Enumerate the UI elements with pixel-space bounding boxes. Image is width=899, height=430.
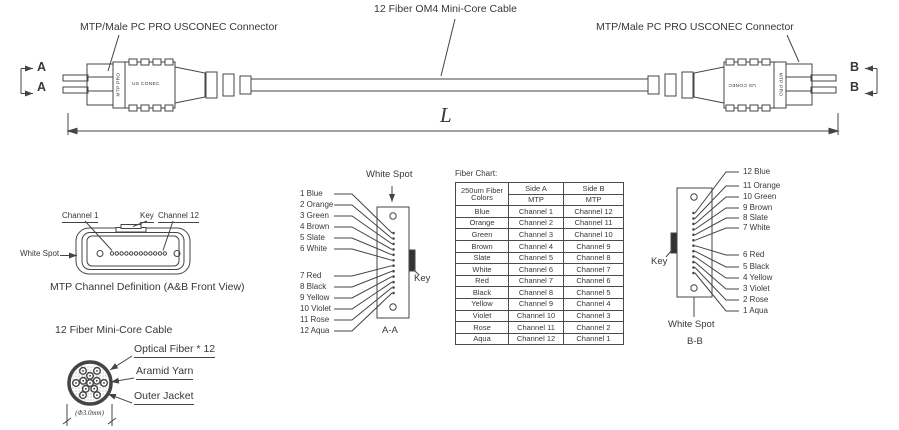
aa-fiber-label: 11 Rose	[300, 315, 330, 324]
bb-white-spot-label: White Spot	[668, 319, 715, 330]
table-row	[456, 240, 624, 252]
bb-fiber-label: 3 Violet	[743, 284, 770, 293]
cell-side-a: Channel 6	[509, 264, 564, 276]
bb-fiber-label: 2 Rose	[743, 295, 769, 304]
aa-fiber-label: 2 Orange	[300, 200, 334, 209]
aa-fiber-label: 7 Red	[300, 271, 322, 280]
header-side-b-mtp: MTP	[564, 194, 624, 206]
header-colors: 250um Fiber Colors	[456, 183, 509, 206]
bb-key-label: Key	[651, 256, 668, 267]
cell-side-a: Channel 11	[509, 322, 564, 334]
bb-fiber-label: 10 Green	[743, 192, 777, 201]
cell-color: Red	[456, 275, 509, 287]
fiber-chart-table	[455, 182, 624, 345]
aa-fiber-label: 6 White	[300, 244, 328, 253]
table-row	[456, 298, 624, 310]
cell-side-b: Channel 5	[564, 287, 624, 299]
aa-fiber-label: 9 Yellow	[300, 293, 330, 302]
table-row	[456, 229, 624, 241]
right-connector-label: MTP/Male PC PRO USCONEC Connector	[596, 21, 794, 33]
front-view-drawing	[60, 221, 190, 274]
aa-fiber-label: 10 Violet	[300, 304, 331, 313]
cable-label: 12 Fiber OM4 Mini-Core Cable	[374, 3, 517, 15]
cell-color: Yellow	[456, 298, 509, 310]
bb-fiber-label: 7 White	[743, 223, 771, 232]
table-row	[456, 275, 624, 287]
cell-color: Aqua	[456, 333, 509, 345]
bb-fiber-label: 8 Slate	[743, 213, 768, 222]
table-header-row	[456, 183, 624, 195]
aa-caption: A-A	[382, 325, 398, 336]
aa-key-label: Key	[414, 273, 431, 284]
cell-side-a: Channel 2	[509, 217, 564, 229]
right-connector-brand-text: US CONEC	[728, 82, 756, 87]
cable-label-leader	[441, 19, 455, 76]
table-row	[456, 333, 624, 345]
cell-side-b: Channel 7	[564, 264, 624, 276]
cell-side-a: Channel 7	[509, 275, 564, 287]
front-channel1-label: Channel 1	[62, 212, 98, 223]
table-row	[456, 206, 624, 218]
diameter-label: (Φ3.0mm)	[75, 409, 104, 417]
cell-side-b: Channel 10	[564, 229, 624, 241]
cell-color: Slate	[456, 252, 509, 264]
cell-side-b: Channel 11	[564, 217, 624, 229]
aa-white-spot-label: White Spot	[366, 169, 413, 180]
cell-side-b: Channel 9	[564, 240, 624, 252]
bb-caption: B-B	[687, 336, 703, 347]
cell-side-b: Channel 1	[564, 333, 624, 345]
section-b-letter-top: B	[850, 60, 860, 74]
optical-fiber-label: Optical Fiber * 12	[134, 344, 215, 358]
bb-view-drawing	[666, 172, 739, 317]
cell-color: White	[456, 264, 509, 276]
cell-side-b: Channel 6	[564, 275, 624, 287]
aramid-yarn-label: Aramid Yarn	[136, 366, 193, 380]
header-side-a: Side A	[509, 183, 564, 195]
cell-color: Violet	[456, 310, 509, 322]
bb-fiber-label: 9 Brown	[743, 203, 773, 212]
table-row	[456, 252, 624, 264]
cell-side-b: Channel 8	[564, 252, 624, 264]
section-a-letter-top: A	[37, 60, 47, 74]
bb-fiber-label: 11 Orange	[743, 181, 781, 190]
bb-fiber-label: 5 Black	[743, 262, 770, 271]
aa-fiber-label: 4 Brown	[300, 222, 330, 231]
bb-fiber-label: 12 Blue	[743, 167, 771, 176]
cell-side-b: Channel 2	[564, 322, 624, 334]
aa-fiber-label: 1 Blue	[300, 189, 323, 198]
cell-color: Rose	[456, 322, 509, 334]
cell-side-a: Channel 9	[509, 298, 564, 310]
cell-side-b: Channel 3	[564, 310, 624, 322]
table-row	[456, 287, 624, 299]
aa-fiber-label: 5 Slate	[300, 233, 325, 242]
cell-color: Orange	[456, 217, 509, 229]
bb-fiber-label: 6 Red	[743, 250, 765, 259]
bb-fiber-label: 4 Yellow	[743, 273, 773, 282]
left-connector-label: MTP/Male PC PRO USCONEC Connector	[80, 21, 278, 33]
front-channel12-label: Channel 12	[158, 212, 199, 223]
aa-fiber-label: 12 Aqua	[300, 326, 330, 335]
front-view-caption: MTP Channel Definition (A&B Front View)	[50, 281, 245, 293]
length-dimension	[68, 113, 838, 135]
cable-line	[251, 79, 648, 91]
cell-color: Black	[456, 287, 509, 299]
aa-view-drawing	[334, 186, 419, 331]
table-row	[456, 217, 624, 229]
right-connector-vertical-text: MTP PRO	[777, 72, 783, 97]
outer-jacket-label: Outer Jacket	[134, 391, 194, 405]
front-key-label: Key	[140, 212, 154, 223]
section-b-marks	[865, 69, 877, 94]
table-row	[456, 264, 624, 276]
cell-side-a: Channel 8	[509, 287, 564, 299]
left-connector-brand-text: US CONEC	[132, 82, 160, 87]
fiber-chart-title: Fiber Chart:	[455, 169, 498, 178]
cell-side-a: Channel 10	[509, 310, 564, 322]
aa-fiber-label: 3 Green	[300, 211, 329, 220]
bb-fiber-label: 1 Aqua	[743, 306, 768, 315]
header-side-a-mtp: MTP	[509, 194, 564, 206]
cell-side-b: Channel 4	[564, 298, 624, 310]
table-row	[456, 310, 624, 322]
right-connector-label-leader	[787, 35, 799, 62]
cell-side-a: Channel 1	[509, 206, 564, 218]
section-a-letter-bottom: A	[37, 80, 47, 94]
aa-fiber-label: 8 Black	[300, 282, 327, 291]
left-connector-vertical-text: MTP PRO	[116, 72, 122, 97]
cell-side-a: Channel 12	[509, 333, 564, 345]
header-side-b: Side B	[564, 183, 624, 195]
cell-color: Blue	[456, 206, 509, 218]
section-a-marks	[21, 69, 33, 94]
length-symbol: L	[440, 103, 452, 127]
cell-color: Brown	[456, 240, 509, 252]
table-row	[456, 322, 624, 334]
cell-side-a: Channel 5	[509, 252, 564, 264]
cell-side-a: Channel 3	[509, 229, 564, 241]
section-b-letter-bottom: B	[850, 80, 860, 94]
cell-side-b: Channel 12	[564, 206, 624, 218]
cell-color: Green	[456, 229, 509, 241]
cell-side-a: Channel 4	[509, 240, 564, 252]
front-white-spot-label: White Spot	[20, 249, 60, 258]
cross-section-title: 12 Fiber Mini-Core Cable	[55, 324, 173, 336]
